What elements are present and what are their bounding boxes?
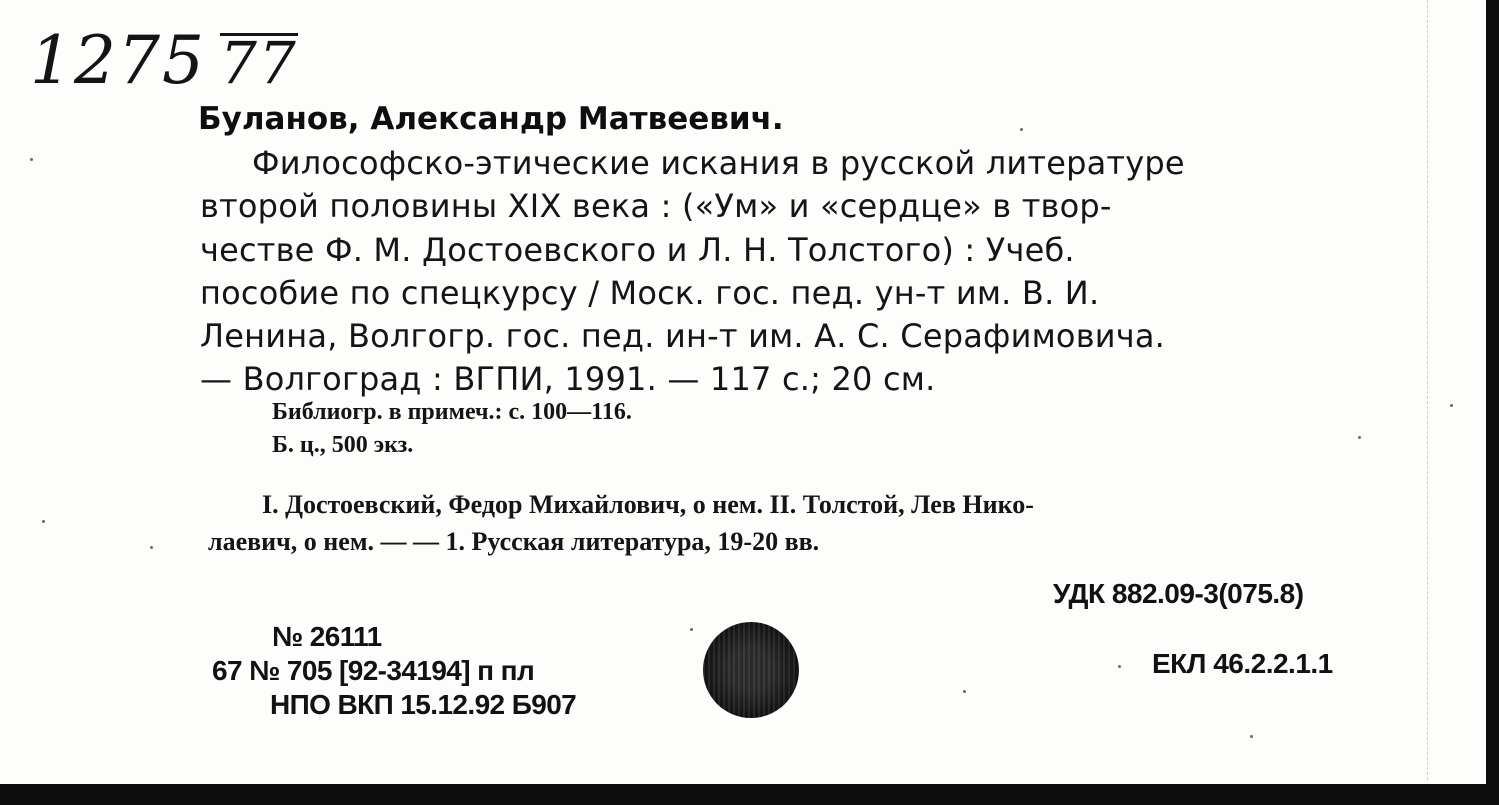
description-line: Философско-этические искания в русской литературе	[252, 144, 1185, 182]
description-line: Ленина, Волгогр. гос. пед. ин-т им. А. С. Серафимовича.	[200, 317, 1166, 356]
print-order-block	[212, 620, 576, 722]
price-print-run-note: Б. ц., 500 экз.	[272, 432, 414, 458]
description-line: честве Ф. М. Достоевского и Л. Н. Толстого) : Учеб.	[200, 230, 1075, 269]
notes-block	[272, 396, 632, 462]
order-line: 67 № 705 [92-34194] п пл	[212, 655, 535, 686]
punch-hole-icon	[703, 622, 799, 718]
author-heading: Буланов, Александр Матвеевич.	[198, 101, 784, 137]
handwritten-suffix: 77	[219, 29, 298, 97]
handwritten-call-number	[30, 22, 298, 99]
subject-line: лаевич, о нем. — — 1. Русская литература, 19-20 вв.	[208, 527, 820, 556]
subject-headings	[208, 486, 1408, 560]
card-number: № 26111	[272, 621, 382, 652]
description-line: — Волгоград : ВГПИ, 1991. — 117 с.; 20 см.	[200, 360, 936, 399]
udk-classification: УДК 882.09-3(075.8)	[1053, 578, 1304, 609]
description-line: второй половины XIX века : («Ум» и «сердце» в твор-	[200, 187, 1112, 226]
handwritten-number: 1275	[30, 22, 206, 99]
publisher-line: НПО ВКП 15.12.92 Б907	[270, 689, 577, 720]
bibliography-note: Библиогр. в примеч.: с. 100—116.	[272, 399, 632, 425]
ekl-classification: ЕКЛ 46.2.2.1.1	[1152, 648, 1333, 679]
bibliographic-description	[200, 142, 1380, 402]
subject-line: I. Достоевский, Федор Михайлович, о нем. II. Толстой, Лев Нико-	[262, 490, 1034, 519]
description-line: пособие по спецкурсу / Моск. гос. пед. ун-т им. В. И.	[200, 273, 1100, 312]
